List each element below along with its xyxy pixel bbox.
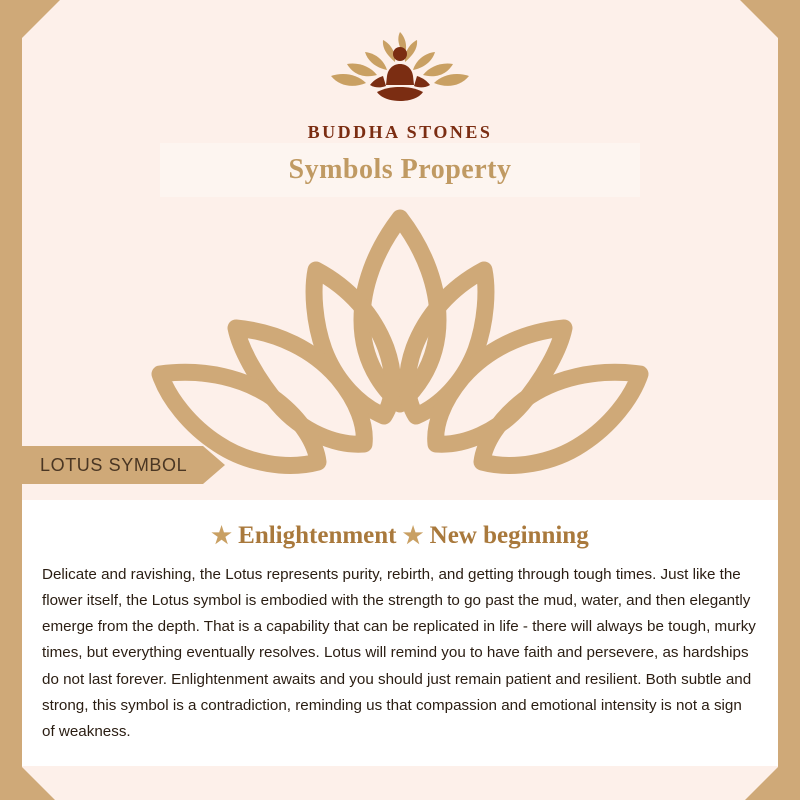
ribbon-tail	[203, 446, 225, 484]
brand-name: BUDDHA STONES	[307, 122, 493, 142]
description-panel	[22, 500, 778, 766]
headline-word-one: Enlightenment	[238, 522, 397, 549]
star-icon-right: ★	[402, 523, 424, 548]
lotus-meditation-figure-icon	[305, 18, 495, 118]
headline-word-two: New beginning	[429, 522, 589, 549]
page-title: Symbols Property	[288, 154, 512, 185]
star-icon-left: ★	[211, 523, 232, 548]
headline	[36, 522, 764, 550]
description-text: Delicate and ravishing, the Lotus represents purity, rebirth, and getting through tough times. Just like the flower itself, the Lotus symbol is embodied with the strength to go past the mud, water, and then elegantly emerge from the depth. That is a capability that can be replicated in life - there will always be tough, murky times, but everything eventually resolves. Lotus will remind you to have faith and persevere, as hardships do not last forever. Enlightenment awaits and you should just remain patient and resilient. Both subtle and strong, this symbol is a contradiction, reminding us that compassion and emotional intensity is not a sign of weakness.	[42, 566, 756, 740]
brand-header	[0, 18, 800, 143]
ribbon-body	[22, 446, 203, 484]
lotus-symbol-ribbon	[22, 446, 225, 484]
ribbon-label: LOTUS SYMBOL	[40, 454, 188, 475]
title-banner	[160, 143, 640, 197]
